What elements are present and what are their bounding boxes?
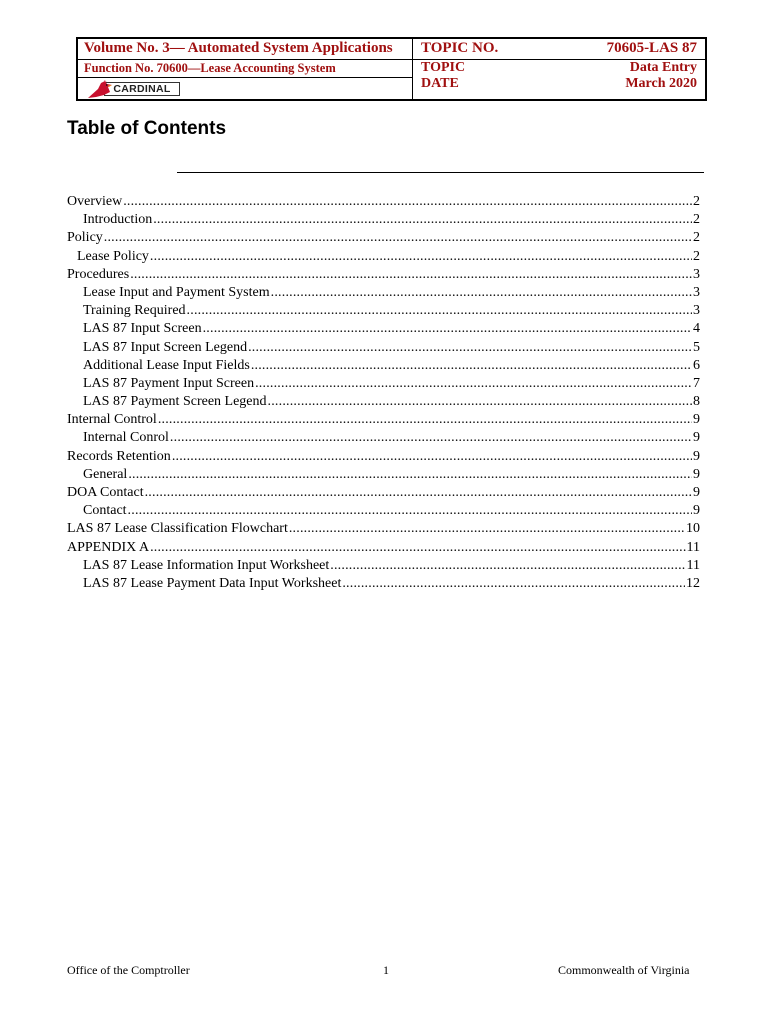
toc-entry-page: 7 bbox=[693, 375, 700, 391]
toc-entry[interactable] bbox=[67, 448, 700, 466]
toc-entry-page: 2 bbox=[693, 230, 700, 246]
toc-dot-leader bbox=[271, 284, 692, 302]
toc-entry-label: LAS 87 Lease Classification Flowchart bbox=[67, 521, 288, 537]
toc-title: Table of Contents bbox=[67, 118, 227, 139]
toc-entry[interactable] bbox=[67, 211, 700, 229]
toc-entry-label: Procedures bbox=[67, 266, 130, 282]
toc-entry[interactable] bbox=[67, 393, 700, 411]
toc-dot-leader bbox=[187, 302, 692, 320]
toc-entry-label: General bbox=[83, 466, 128, 482]
toc-entry[interactable] bbox=[67, 302, 700, 320]
toc-dot-leader bbox=[153, 211, 692, 229]
toc-entry-label: Lease Policy bbox=[77, 248, 149, 264]
toc-dot-leader bbox=[268, 393, 692, 411]
toc-entry[interactable] bbox=[67, 375, 700, 393]
toc-entry-label: Introduction bbox=[83, 212, 153, 228]
toc-dot-leader bbox=[255, 375, 692, 393]
toc-dot-leader bbox=[150, 248, 692, 266]
toc-dot-leader bbox=[158, 411, 692, 429]
toc-entry[interactable] bbox=[67, 357, 700, 375]
toc-entry-page: 9 bbox=[693, 448, 700, 464]
toc-entry-page: 8 bbox=[693, 394, 700, 410]
toc-entry[interactable] bbox=[67, 502, 700, 520]
toc-entry-label: APPENDIX A bbox=[67, 539, 150, 555]
toc-divider bbox=[177, 172, 704, 173]
header-right-cell bbox=[413, 39, 705, 99]
header-left-cell bbox=[78, 39, 413, 99]
cardinal-logo bbox=[86, 80, 182, 99]
toc-entry-page: 3 bbox=[693, 266, 700, 282]
toc-entry-page: 9 bbox=[693, 430, 700, 446]
footer-right: Commonwealth of Virginia bbox=[558, 963, 690, 977]
toc-entry-label: LAS 87 Payment Input Screen bbox=[83, 375, 255, 391]
footer-left: Office of the Comptroller bbox=[67, 963, 190, 977]
toc-entry[interactable] bbox=[67, 484, 700, 502]
toc-entry-label: LAS 87 Input Screen bbox=[83, 321, 202, 337]
toc-entry[interactable] bbox=[67, 266, 700, 284]
toc-dot-leader bbox=[145, 484, 692, 502]
toc-entry-page: 2 bbox=[693, 212, 700, 228]
toc-entry-label: Additional Lease Input Fields bbox=[83, 357, 250, 373]
date-label: DATE bbox=[421, 76, 459, 91]
toc-dot-leader bbox=[123, 193, 692, 211]
toc-entry-label: Lease Input and Payment System bbox=[83, 284, 270, 300]
toc-entry-page: 4 bbox=[693, 321, 700, 337]
toc-entry[interactable] bbox=[67, 193, 700, 211]
toc-entry-page: 9 bbox=[693, 503, 700, 519]
toc-dot-leader bbox=[203, 320, 692, 338]
toc-entry-page: 11 bbox=[686, 539, 700, 555]
toc-entry-page: 11 bbox=[686, 557, 700, 573]
toc-dot-leader bbox=[130, 266, 692, 284]
function-title: Function No. 70600—Lease Accounting System bbox=[84, 61, 336, 75]
toc-entry-page: 5 bbox=[693, 339, 700, 355]
toc-entry-page: 2 bbox=[693, 248, 700, 264]
volume-title: Volume No. 3— Automated System Applications bbox=[84, 40, 393, 56]
toc-dot-leader bbox=[289, 520, 685, 538]
toc-entry-page: 9 bbox=[693, 466, 700, 482]
toc-dot-leader bbox=[330, 557, 685, 575]
toc-dot-leader bbox=[150, 539, 685, 557]
topic-no-row bbox=[421, 40, 697, 57]
toc-entry-label: Overview bbox=[67, 194, 123, 209]
topic-no-value: 70605-LAS 87 bbox=[606, 40, 697, 56]
toc-entry-page: 3 bbox=[693, 284, 700, 300]
toc-entry-label: Policy bbox=[67, 230, 103, 246]
toc-entry-label: Records Retention bbox=[67, 448, 171, 464]
toc-entry-label: LAS 87 Input Screen Legend bbox=[83, 339, 248, 355]
toc-entry-label: LAS 87 Lease Payment Data Input Worksheet bbox=[83, 575, 342, 591]
toc-entry-label: LAS 87 Lease Information Input Worksheet bbox=[83, 557, 330, 573]
toc-entry[interactable] bbox=[67, 339, 700, 357]
toc-dot-leader bbox=[170, 429, 692, 447]
toc-entry-label: Internal Control bbox=[67, 412, 157, 428]
topic-value: Data Entry bbox=[629, 60, 697, 75]
toc-entry-label: LAS 87 Payment Screen Legend bbox=[83, 394, 267, 410]
toc-entry[interactable] bbox=[67, 520, 700, 538]
toc-entry[interactable] bbox=[67, 248, 700, 266]
toc-entry[interactable] bbox=[67, 284, 700, 302]
toc-entry-page: 6 bbox=[693, 357, 700, 373]
cardinal-logo-text: CARDINAL bbox=[104, 82, 180, 96]
toc-entry-page: 3 bbox=[693, 303, 700, 319]
topic-no-label: TOPIC NO. bbox=[421, 40, 499, 56]
topic-row bbox=[421, 60, 697, 76]
toc-entry-label: Training Required bbox=[83, 303, 186, 319]
toc-entry-page: 10 bbox=[686, 521, 700, 537]
footer-page-number: 1 bbox=[383, 963, 389, 977]
toc-entry-label: DOA Contact bbox=[67, 485, 144, 500]
topic-label: TOPIC bbox=[421, 60, 466, 75]
toc-entry[interactable] bbox=[67, 539, 700, 557]
document-header bbox=[76, 37, 707, 101]
toc-entry[interactable] bbox=[67, 229, 700, 247]
toc-entry-page: 12 bbox=[686, 575, 700, 591]
date-value: March 2020 bbox=[625, 76, 697, 91]
toc-dot-leader bbox=[128, 466, 692, 484]
toc-entry-label: Contact bbox=[83, 503, 127, 519]
toc-dot-leader bbox=[342, 575, 685, 593]
toc-entry-page: 9 bbox=[693, 485, 700, 500]
cardinal-bird-icon bbox=[86, 80, 120, 100]
toc-entry[interactable] bbox=[67, 466, 700, 484]
toc-entry-page: 9 bbox=[693, 412, 700, 428]
toc-dot-leader bbox=[251, 357, 692, 375]
toc-entry[interactable] bbox=[67, 575, 700, 593]
toc-dot-leader bbox=[248, 339, 692, 357]
toc-dot-leader bbox=[104, 229, 692, 247]
toc-entry-label: Internal Conrol bbox=[83, 430, 169, 446]
date-row bbox=[421, 76, 697, 92]
table-of-contents bbox=[67, 193, 700, 593]
toc-entry[interactable] bbox=[67, 557, 700, 575]
toc-entry-page: 2 bbox=[693, 194, 700, 209]
toc-entry[interactable] bbox=[67, 411, 700, 429]
toc-dot-leader bbox=[172, 448, 692, 466]
toc-entry[interactable] bbox=[67, 320, 700, 338]
toc-dot-leader bbox=[128, 502, 692, 520]
toc-entry[interactable] bbox=[67, 429, 700, 447]
